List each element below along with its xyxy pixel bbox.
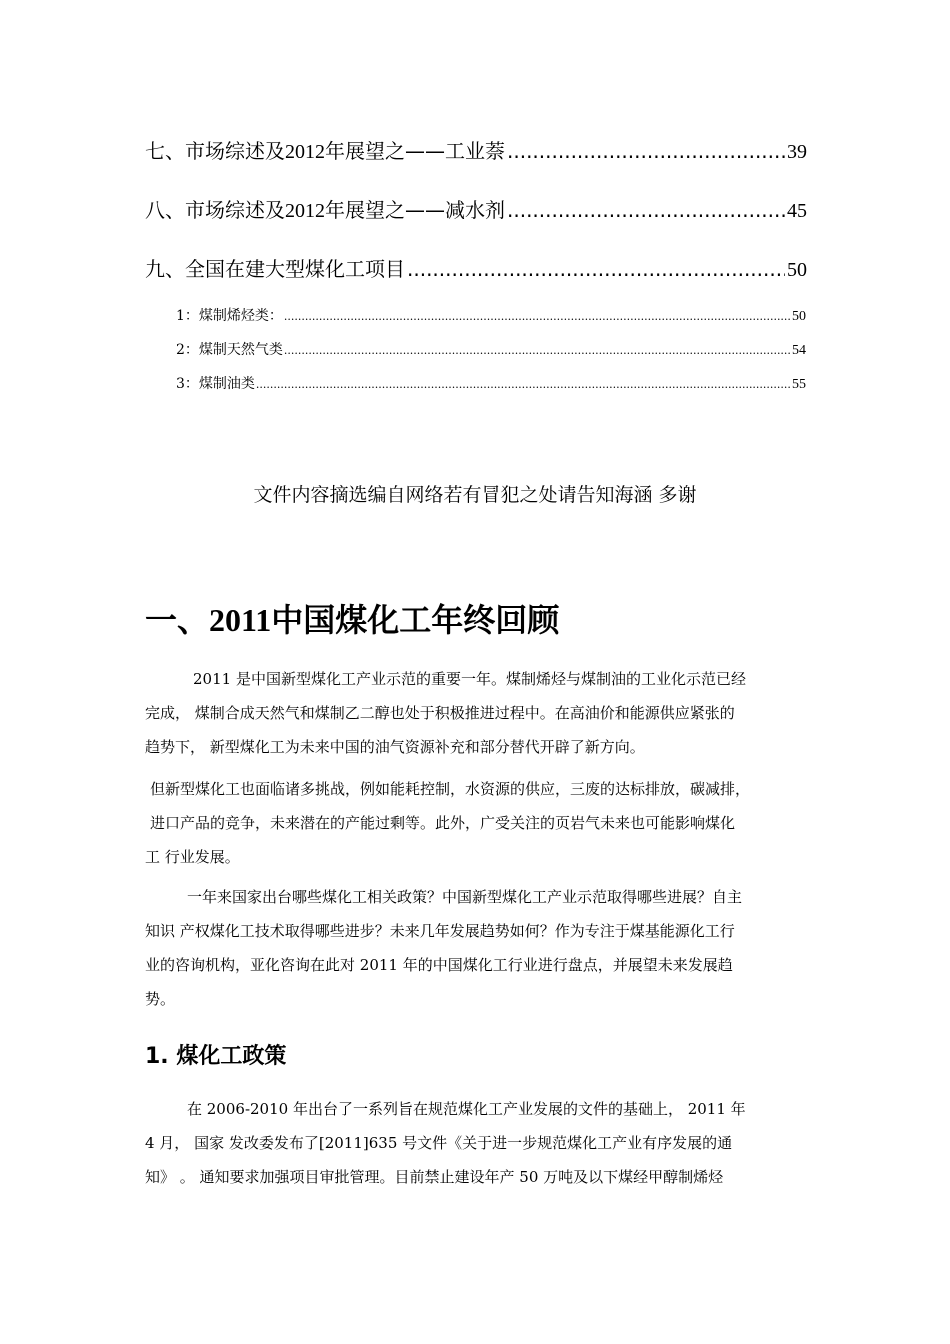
text-line: 4 月， 国家 发改委发布了[2011]635 号文件《关于进一步规范煤化工产业有序发展的通 [145,1134,733,1152]
text-line: 趋势下， 新型煤化工为未来中国的油气资源补充和部分替代开辟了新方向。 [145,738,645,756]
toc-page-number: 50 [787,259,807,281]
text-line: 工 行业发展。 [145,848,240,866]
text-line: 完成， 煤制合成天然气和煤制乙二醇也处于积极推进过程中。在高油价和能源供应紧张的 [145,704,735,722]
text-line: 势。 [145,990,176,1008]
toc-leader-dots [284,307,791,327]
toc-entry-7[interactable] [145,138,807,165]
section-heading: 一、2011中国煤化工年终回顾 [145,601,560,639]
paragraph-policy [145,1092,813,1194]
toc-page-number: 45 [787,200,807,222]
copyright-notice: 文件内容摘选编自网络若有冒犯之处请告知海涵 多谢 [253,484,697,506]
toc-leader-dots [284,341,791,361]
paragraph-intro [145,662,813,764]
toc-subentry-2[interactable] [176,340,806,361]
paragraph-challenges [145,772,822,874]
subsection-heading: 1. 煤化工政策 [145,1044,287,1069]
toc-page-number: 39 [787,141,807,163]
text-line: 知识 产权煤化工技术取得哪些进步？未来几年发展趋势如何？作为专注于煤基能源化工行 [145,922,735,940]
toc-page-number: 55 [792,377,806,392]
toc-subentry-label: 3：煤制油类 [176,376,255,392]
toc-leader-dots [507,197,785,223]
toc-leader-dots [256,375,791,395]
toc-subentry-1[interactable] [176,306,806,327]
text-line: 在 2006-2010 年出台了一系列旨在规范煤化工产业发展的文件的基础上， 2011 年 [187,1100,746,1118]
toc-subentry-3[interactable] [176,374,806,395]
toc-entry-label: 九、全国在建大型煤化工项目 [145,257,405,281]
toc-page-number: 50 [792,309,806,324]
toc-entry-8[interactable] [145,197,807,224]
text-line: 知》 。 通知要求加强项目审批管理。目前禁止建设年产 50 万吨及以下煤经甲醇制烯烃 [145,1168,724,1186]
toc-leader-dots [407,256,785,282]
toc-leader-dots [507,138,785,164]
toc-entry-label: 七、市场综述及2012年展望之——工业萘 [145,139,505,163]
text-line: 但新型煤化工也面临诸多挑战，例如能耗控制，水资源的供应，三废的达标排放，碳减排， [150,780,751,798]
paragraph-questions [145,880,813,1016]
toc-page-number: 54 [792,343,806,358]
text-line: 业的咨询机构，亚化咨询在此对 2011 年的中国煤化工行业进行盘点，并展望未来发展趋 [145,956,733,974]
toc-subentry-label: 1：煤制烯烃类： [176,308,283,324]
text-line: 进口产品的竞争，未来潜在的产能过剩等。此外，广受关注的页岩气未来也可能影响煤化 [150,814,736,832]
toc-subentry-label: 2：煤制天然气类 [176,342,283,358]
text-line: 一年来国家出台哪些煤化工相关政策？中国新型煤化工产业示范取得哪些进展？自主 [187,888,743,906]
toc-entry-label: 八、市场综述及2012年展望之——减水剂 [145,198,505,222]
toc-entry-9[interactable] [145,256,807,283]
text-line: 2011 是中国新型煤化工产业示范的重要一年。煤制烯烃与煤制油的工业化示范已经 [193,670,746,688]
